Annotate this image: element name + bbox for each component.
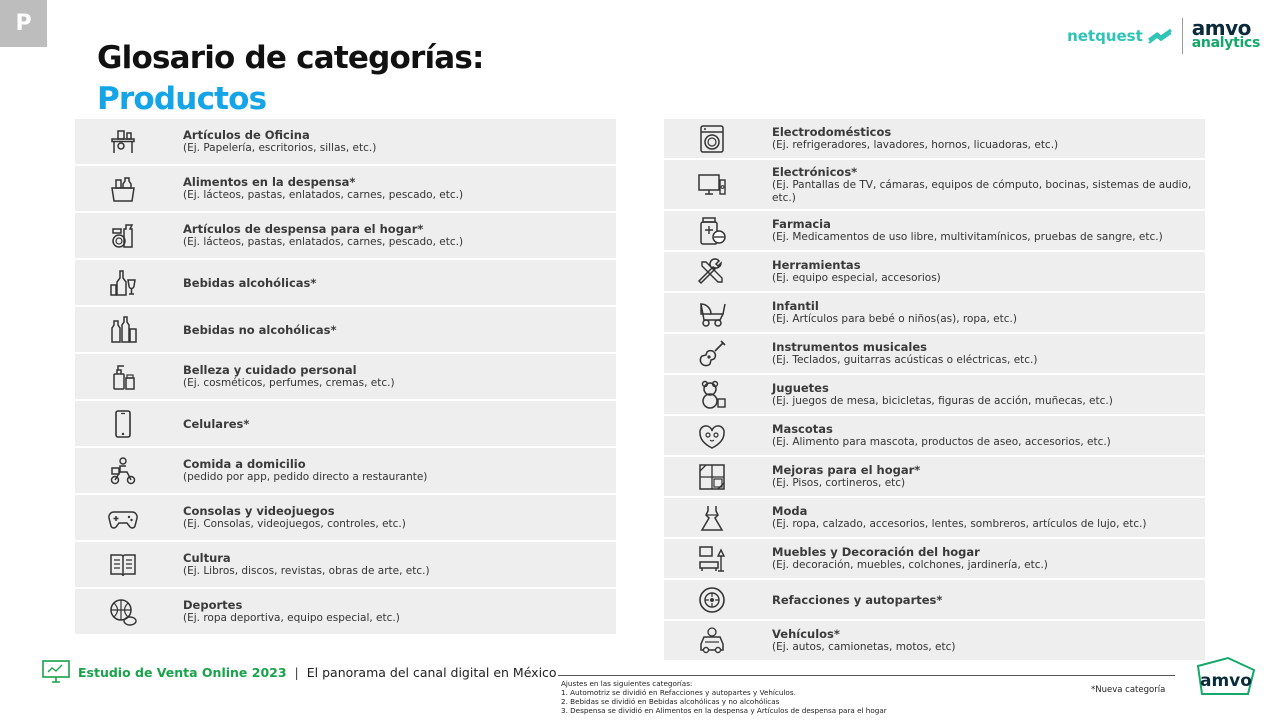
category-name: Vehículos* [772,627,840,641]
page-subtitle: Productos [97,81,267,117]
analytics-logo-text: analytics [1191,35,1260,51]
category-row [664,375,1205,414]
pet-icon [664,421,759,451]
category-name: Bebidas no alcohólicas* [183,322,337,337]
beauty-icon [75,362,170,392]
corner-badge: P [0,0,47,47]
category-name: Refacciones y autopartes* [772,592,943,607]
category-description: (Ej. Artículos para bebé o niños(as), ropa, etc.) [772,313,1017,325]
logo-divider [1182,18,1183,54]
category-description: (Ej. juegos de mesa, bicicletas, figuras de acción, muñecas, etc.) [772,395,1113,407]
category-description: (Ej. refrigeradores, lavadores, hornos, licuadoras, etc.) [772,139,1059,151]
category-name: Mascotas [772,422,833,436]
category-row [75,448,616,493]
floor-tiles-icon [664,462,759,492]
tv-icon [664,170,759,200]
phone-icon [75,409,170,439]
category-row [664,621,1205,660]
category-name: Deportes [183,598,243,612]
category-description: (Ej. cosméticos, perfumes, cremas, etc.) [183,377,395,389]
amvo-logo-text: amvo [1191,16,1251,40]
category-row [75,542,616,587]
category-name: Juguetes [772,381,829,395]
category-row [664,211,1205,250]
footer-amvo-text: amvo [1200,671,1252,691]
monitor-icon [42,660,70,684]
netquest-logo-text: netquest [1067,27,1143,45]
sports-ball-icon [75,597,170,627]
category-name: Bebidas alcohólicas* [183,275,317,290]
washing-machine-icon [664,124,759,154]
footer-note-line: 2. Bebidas se dividió en Bebidas alcohólicas y no alcohólicas [561,697,780,706]
category-name: Electrónicos* [772,164,858,179]
dress-icon [664,503,759,533]
pharmacy-icon [664,216,759,246]
category-row [75,260,616,305]
teddy-bear-icon [664,380,759,410]
category-row [664,457,1205,496]
page-title: Glosario de categorías: [97,40,484,76]
category-description: (Ej. ropa deportiva, equipo especial, etc.) [183,612,400,624]
furniture-icon [664,544,759,574]
category-name: Infantil [772,299,819,313]
office-icon [75,127,170,157]
delivery-icon [75,456,170,486]
tire-icon [664,585,759,615]
footer-study-title: Estudio de Venta Online 2023 [78,664,287,680]
new-category-note: *Nueva categoría [1091,685,1166,695]
footer-note-line: 1. Automotriz se dividió en Refacciones y autopartes y Vehículos. [561,688,796,697]
category-description: (Ej. lácteos, pastas, enlatados, carnes, pescado, etc.) [183,236,464,248]
guitar-icon [664,339,759,369]
category-row [664,498,1205,537]
footer-study-subtitle: El panorama del canal digital en México [306,664,557,680]
category-description: (Ej. Teclados, guitarras acústicas o eléctricas, etc.) [772,354,1038,366]
right-category-list [664,119,1205,660]
footer-amvo-logo [1192,656,1260,696]
category-name: Consolas y videojuegos [183,504,335,518]
category-row [664,160,1205,209]
household-supplies-icon [75,221,170,251]
tools-icon [664,257,759,287]
category-row [75,401,616,446]
netquest-logo [1067,27,1173,45]
category-name: Belleza y cuidado personal [183,363,357,377]
category-name: Cultura [183,551,231,565]
category-description: (Ej. Alimento para mascota, productos de aseo, accesorios, etc.) [772,436,1111,448]
category-description: (Ej. ropa, calzado, accesorios, lentes, sombreros, artículos de lujo, etc.) [772,518,1147,530]
category-row [75,213,616,258]
alcohol-icon [75,268,170,298]
footer-divider [558,675,1175,676]
category-row [75,589,616,634]
category-name: Celulares* [183,416,250,431]
pantry-food-icon [75,174,170,204]
left-category-list [75,119,616,634]
category-description: (Ej. autos, camionetas, motos, etc) [772,641,956,653]
category-row [664,580,1205,619]
category-row [75,166,616,211]
amvo-analytics-logo [1191,16,1260,51]
category-name: Mejoras para el hogar* [772,463,921,477]
category-row [664,293,1205,332]
category-description: (Ej. Consolas, videojuegos, controles, etc.) [183,518,406,530]
car-icon [664,626,759,656]
category-row [664,416,1205,455]
category-name: Instrumentos musicales [772,340,928,354]
category-row [664,252,1205,291]
category-description: (Ej. Medicamentos de uso libre, multivitamínicos, pruebas de sangre, etc.) [772,231,1163,243]
category-row [75,307,616,352]
category-row [664,119,1205,158]
header-logos [1067,14,1260,58]
category-description: (Ej. Pisos, cortineros, etc) [772,477,906,489]
category-description: (Ej. lácteos, pastas, enlatados, carnes, pescado, etc.) [183,189,464,201]
category-row [75,495,616,540]
category-row [664,539,1205,578]
netquest-wave-icon [1147,28,1173,44]
category-name: Herramientas [772,258,861,272]
category-description: (pedido por app, pedido directo a restaurante) [183,471,428,483]
category-name: Electrodomésticos [772,125,892,139]
footer-note-line: 3. Despensa se dividió en Alimentos en la despensa y Artículos de despensa para el hogar [561,706,887,715]
category-description: (Ej. Libros, discos, revistas, obras de arte, etc.) [183,565,430,577]
category-name: Alimentos en la despensa* [183,175,356,189]
gamepad-icon [75,503,170,533]
category-description: (Ej. Papelería, escritorios, sillas, etc.) [183,142,377,154]
category-row [75,354,616,399]
category-name: Farmacia [772,217,831,231]
category-name: Artículos de despensa para el hogar* [183,222,424,236]
footer-note-line: Ajustes en las siguientes categorías: [561,679,693,688]
category-name: Comida a domicilio [183,457,306,471]
category-description: (Ej. equipo especial, accesorios) [772,272,941,284]
stroller-icon [664,298,759,328]
footer-notes [561,679,887,715]
category-row [664,334,1205,373]
soft-drinks-icon [75,315,170,345]
category-name: Muebles y Decoración del hogar [772,545,980,559]
category-name: Artículos de Oficina [183,128,310,142]
footer-separator: | [294,664,299,680]
book-icon [75,550,170,580]
category-name: Moda [772,504,808,518]
footer-brand [42,660,557,684]
category-row [75,119,616,164]
category-description: (Ej. Pantallas de TV, cámaras, equipos de cómputo, bocinas, sistemas de audio, etc.) [772,178,1192,204]
category-description: (Ej. decoración, muebles, colchones, jardinería, etc.) [772,559,1048,571]
